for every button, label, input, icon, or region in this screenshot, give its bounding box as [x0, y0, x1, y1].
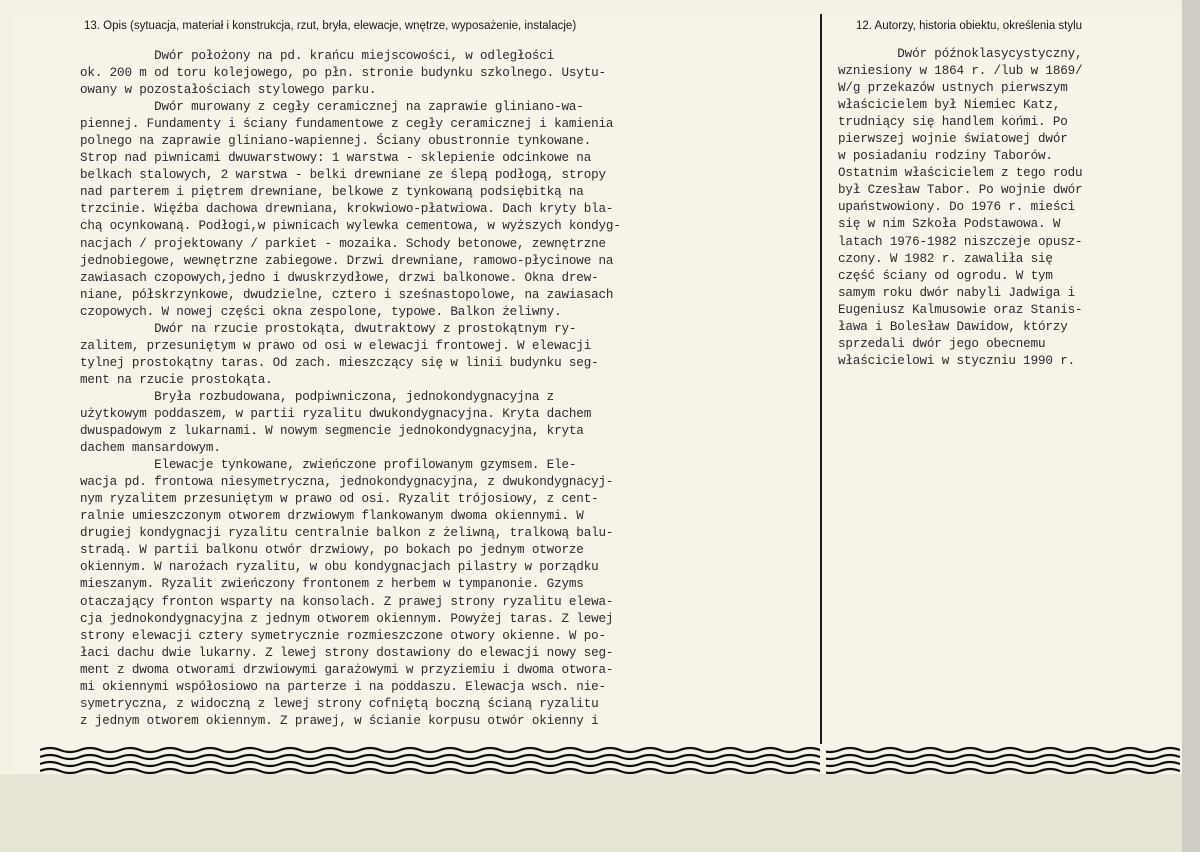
- description-line: tylnej prostokątny taras. Od zach. mieszczący się w linii budynku seg-: [80, 355, 599, 370]
- description-line: jednobiegowe, wewnętrzne zabiegowe. Drzwi drewniane, ramowo-płycinowe na: [80, 253, 614, 268]
- history-line: latach 1976-1982 niszczeje opusz-: [838, 234, 1083, 249]
- history-line: wzniesiony w 1864 r. /lub w 1869/: [838, 64, 1083, 79]
- description-line: czopowych. W nowej części okna zespolone, typowe. Balkon żeliwny.: [80, 304, 562, 319]
- history-column: [822, 14, 1184, 774]
- history-line: upaństwowiony. Do 1976 r. mieści: [838, 200, 1076, 215]
- history-line: sprzedali dwór jego obecnemu: [838, 336, 1046, 351]
- description-line: z jednym otworem okiennym. Z prawej, w ścianie korpusu otwór okienny i: [80, 713, 599, 728]
- history-line: był Czesław Tabor. Po wojnie dwór: [838, 183, 1083, 198]
- description-line: Strop nad piwnicami dwuwarstwowy: 1 warstwa - sklepienie odcinkowe na: [80, 151, 592, 166]
- history-line: pierwszej wojnie światowej dwór: [838, 132, 1068, 147]
- description-line: symetryczna, z widoczną z lewej strony cofniętą boczną ścianą ryzalitu: [80, 696, 599, 711]
- description-line: niane, półskrzynkowe, dwudzielne, cztero i sześnastopolowe, na zawiasach: [80, 287, 614, 302]
- description-line: stradą. W partii balkonu otwór drzwiowy, po bokach po jednym otworze: [80, 543, 584, 558]
- description-line: nacjach / projektowany / parkiet - mozaika. Schody betonowe, zewnętrzne: [80, 236, 606, 251]
- history-line: w posiadaniu rodziny Taborów.: [838, 149, 1053, 164]
- history-line: trudniący się handlem końmi. Po: [838, 115, 1068, 130]
- description-line: ment z dwoma otworami drzwiowymi garażowymi w przyziemiu i dwoma otwora-: [80, 662, 614, 677]
- description-line: chą ocynkowaną. Podłogi,w piwnicach wylewka cementowa, w wyższych kondyg-: [80, 219, 621, 234]
- history-line: Ostatnim właścicielem z tego rodu: [838, 166, 1083, 181]
- history-line: samym roku dwór nabyli Jadwiga i: [838, 285, 1076, 300]
- description-line: okiennym. W narożach ryzalitu, w obu kondygnacjach pilastry w porządku: [80, 560, 599, 575]
- description-line: dwuspadowym z lukarnami. W nowym segmencie jednokondygnacyjna, kryta: [80, 424, 584, 439]
- history-line: Dwór późnoklasycystyczny,: [838, 47, 1083, 61]
- history-header: 12. Autorzy, historia obiektu, określenia stylu: [856, 20, 1083, 32]
- description-line: łaci dachu dwie lukarny. Z lewej strony dostawiony do elewacji nowy seg-: [80, 645, 614, 660]
- wavy-border-strip: [40, 744, 1180, 774]
- description-line: piennej. Fundamenty i ściany fundamentowe z cegły ceramicznej i kamienia: [80, 117, 614, 132]
- description-line: strony elewacji cztery symetrycznie rozmieszczone otwory okienne. W po-: [80, 628, 606, 643]
- description-line: Dwór położony na pd. krańcu miejscowości, w odległości: [80, 49, 555, 63]
- description-line: mieszanym. Ryzalit zwieńczony frontonem z herbem w tympanonie. Gzyms: [80, 577, 584, 592]
- history-line: część ściany od ogrodu. W tym: [838, 268, 1053, 283]
- history-line: czony. W 1982 r. zawaliła się: [838, 251, 1053, 266]
- history-line: właścicielowi w styczniu 1990 r.: [838, 353, 1076, 368]
- description-line: drugiej kondygnacji ryzalitu centralnie balkon z żeliwną, tralkową balu-: [80, 526, 614, 541]
- description-line: ralnie umieszczonym otworem drzwiowym flankowanym dwoma okiennymi. W: [80, 509, 584, 524]
- description-line: nad parterem i piętrem drewniane, belkowe z tynkowaną podsiębitką na: [80, 185, 584, 200]
- description-line: trzcinie. Więźba dachowa drewniana, krokwiowo-płatwiowa. Dach kryty bla-: [80, 202, 614, 217]
- description-line: Bryła rozbudowana, podpiwniczona, jednokondygnacyjna z: [80, 389, 555, 404]
- history-line: Eugeniusz Kalmusowie oraz Stanis-: [838, 302, 1083, 317]
- description-line: wacja pd. frontowa niesymetryczna, jednokondygnacyjna, z dwukondygnacyj-: [80, 475, 614, 490]
- description-line: ment na rzucie prostokąta.: [80, 372, 273, 387]
- description-line: Elewacje tynkowane, zwieńczone profilowanym gzymsem. Ele-: [80, 458, 577, 473]
- page-bottom-margin: [0, 774, 1200, 852]
- description-line: zawiasach czopowych,jedno i dwuskrzydłowe, drzwi balkonowe. Okna drew-: [80, 270, 599, 285]
- description-line: zalitem, przesuniętym w prawo od osi w elewacji frontowej. W elewacji: [80, 338, 592, 353]
- description-line: Dwór murowany z cegły ceramicznej na zaprawie gliniano-wa-: [80, 100, 584, 115]
- description-line: polnego na zaprawie gliniano-wapiennej. Ściany obustronnie tynkowane.: [80, 134, 592, 149]
- description-text: [80, 48, 621, 730]
- history-line: się w nim Szkoła Podstawowa. W: [838, 217, 1061, 232]
- description-line: owany w pozostałościach stylowego parku.: [80, 83, 377, 98]
- description-line: cja jednokondygnacyjna z jednym otworem okiennym. Powyżej taras. Z lewej: [80, 611, 614, 626]
- page-right-edge: [1182, 0, 1200, 852]
- description-line: ok. 200 m od toru kolejowego, po płn. stronie budynku szkolnego. Usytu-: [80, 66, 606, 81]
- history-line: W/g przekazów ustnych pierwszym: [838, 81, 1068, 96]
- description-column: [14, 14, 822, 774]
- description-line: otaczający fronton wsparty na konsolach. Z prawej strony ryzalitu elewa-: [80, 594, 614, 609]
- history-line: ława i Bolesław Dawidow, którzy: [838, 319, 1068, 334]
- description-line: użytkowym poddaszem, w partii ryzalitu dwukondygnacyjna. Kryta dachem: [80, 406, 592, 421]
- history-text: [838, 46, 1082, 370]
- description-header: 13. Opis (sytuacja, materiał i konstrukcja, rzut, bryła, elewacje, wnętrze, wyposażenie, instalacje): [84, 20, 577, 32]
- description-line: mi okiennymi współosiowo na parterze i na poddaszu. Elewacja wsch. nie-: [80, 679, 606, 694]
- description-line: nym ryzalitem przesuniętym w prawo od osi. Ryzalit trójosiowy, z cent-: [80, 492, 599, 507]
- history-line: właścicielem był Niemiec Katz,: [838, 98, 1061, 113]
- description-line: Dwór na rzucie prostokąta, dwutraktowy z prostokątnym ry-: [80, 321, 577, 336]
- description-line: belkach stalowych, 2 warstwa - belki drewniane ze ślepą podłogą, stropy: [80, 168, 606, 183]
- description-line: dachem mansardowym.: [80, 441, 221, 456]
